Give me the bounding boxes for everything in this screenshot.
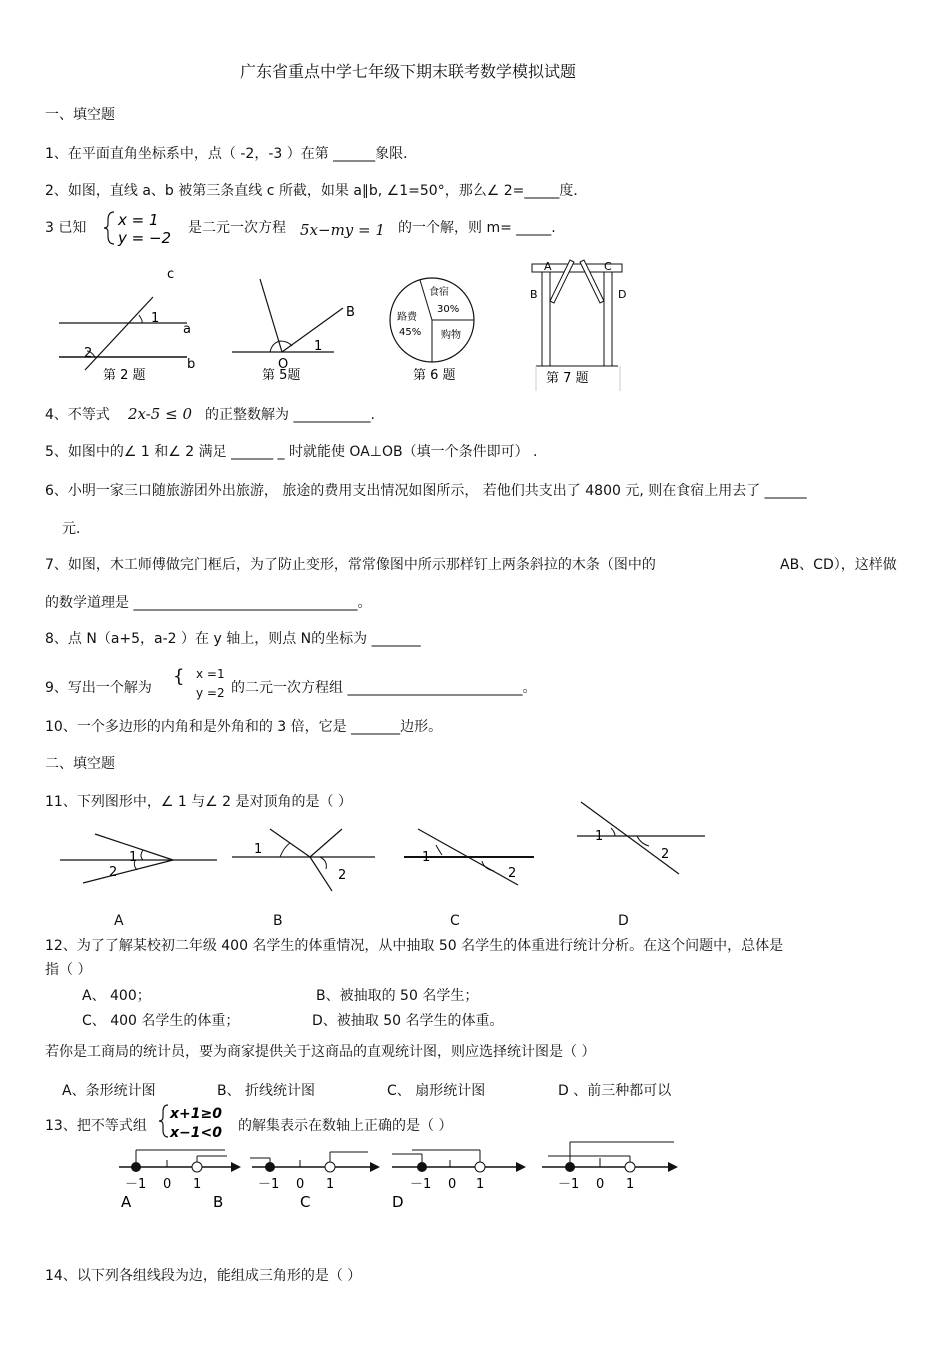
fig6-food-pct: 30% — [437, 304, 460, 315]
q11C-angle-1: 1 — [422, 850, 431, 865]
question-7-line-1-end: AB、CD），这样做 — [780, 557, 897, 573]
q12-option-A: A、 400； — [82, 988, 151, 1004]
q13A-tick-1: 1 — [193, 1177, 202, 1192]
q11B-angle-1: 1 — [254, 842, 263, 857]
q11-figure-A — [55, 830, 225, 890]
question-2: 2、如图，直线 a、b 被第三条直线 c 所截，如果 a∥b, ∠1=50°，那么∠ 2=_____度． — [45, 183, 588, 199]
q11-option-A: A — [114, 913, 124, 929]
q11-figure-B — [230, 825, 380, 895]
q13-numberline-C — [388, 1140, 533, 1212]
q13-option-D: D — [392, 1193, 404, 1211]
q13-numberline-A — [115, 1140, 245, 1212]
q11-option-B: B — [273, 913, 283, 929]
q11C-angle-2: 2 — [508, 866, 517, 881]
figure-q6-pie — [385, 272, 485, 387]
question-8: 8、点 N（a+5，a-2 ）在 y 轴上，则点 N的坐标为 _______ — [45, 631, 421, 647]
q9-system-line-2: y =2 — [196, 686, 225, 700]
q13D-tick-0: 0 — [596, 1177, 605, 1192]
q3-equation-system — [104, 208, 184, 248]
q3-system-line-1: x = 1 — [118, 211, 159, 229]
q11A-angle-2: 2 — [109, 865, 118, 880]
stat-option-B: B、 折线统计图 — [217, 1083, 316, 1099]
fig5-label-O: O — [278, 357, 289, 372]
fig7-label-D: D — [618, 288, 627, 301]
q13D-tick-m1: －1 — [558, 1177, 580, 1192]
question-14: 14、以下列各组线段为边，能组成三角形的是（ ） — [45, 1268, 362, 1284]
q3-equation: 5x−my = 1 — [300, 221, 385, 239]
fig6-shop-label: 购物 — [441, 330, 461, 341]
question-13-suffix: 的解集表示在数轴上正确的是（ ） — [238, 1118, 453, 1134]
question-4-suffix: 的正整数解为 ___________. — [205, 407, 375, 423]
section-heading-2: 二、填空题 — [45, 756, 115, 772]
q13B-tick-0: 0 — [296, 1177, 305, 1192]
question-7-line-2: 的数学道理是 ________________________________。 — [45, 595, 372, 611]
section-heading-1: 一、填空题 — [45, 107, 115, 123]
q12-option-D: D、被抽取 50 名学生的体重。 — [312, 1013, 504, 1029]
question-13-prefix: 13、把不等式组 — [45, 1118, 147, 1134]
question-11: 11、下列图形中，∠ 1 与∠ 2 是对顶角的是（ ） — [45, 794, 352, 810]
question-12-line-1: 12、为了了解某校初二年级 400 名学生的体重情况，从中抽取 50 名学生的体重进行统计分析。在这个问题中，总体是 — [45, 938, 784, 954]
question-5: 5、如图中的∠ 1 和∠ 2 满足 ______ _ 时就能使 OA⊥OB（填一个条件即可） . — [45, 444, 538, 460]
q11-figure-D — [575, 798, 715, 878]
question-stat: 若你是工商局的统计员，要为商家提供关于这商品的直观统计图，则应选择统计图是（ ） — [45, 1044, 596, 1060]
q13-option-A: A — [121, 1193, 132, 1211]
fig6-food-label: 食宿 — [429, 287, 449, 298]
fig2-caption: 第 2 题 — [103, 368, 146, 383]
q11D-angle-1: 1 — [595, 829, 604, 844]
q4-inequality: 2x-5 ≤ 0 — [128, 405, 192, 423]
q11-figure-C — [402, 825, 542, 890]
fig7-label-C: C — [604, 260, 612, 273]
q11D-angle-2: 2 — [661, 847, 670, 862]
fig2-label-b: b — [187, 357, 196, 372]
question-3-mid: 是二元一次方程 — [188, 220, 286, 236]
figure-q5 — [230, 275, 360, 385]
fig5-label-B: B — [346, 305, 355, 320]
q11-option-D: D — [618, 913, 629, 929]
q13-numberline-B — [248, 1140, 388, 1212]
q13C-tick-0: 0 — [448, 1177, 457, 1192]
q11B-angle-2: 2 — [338, 868, 347, 883]
fig6-travel-pct: 45% — [399, 327, 422, 338]
fig6-caption: 第 6 题 — [413, 368, 456, 383]
question-10: 10、一个多边形的内角和是外角和的 3 倍，它是 _______边形。 — [45, 719, 443, 735]
question-12-line-2: 指（ ） — [45, 962, 92, 978]
q11A-angle-1: 1 — [129, 850, 138, 865]
q11-option-C: C — [450, 913, 460, 929]
q13B-tick-1: 1 — [326, 1177, 335, 1192]
fig5-caption: 第 5题 — [262, 368, 301, 383]
fig7-label-B: B — [530, 288, 538, 301]
question-9-prefix: 9、写出一个解为 — [45, 680, 152, 696]
fig7-label-A: A — [544, 260, 552, 273]
fig6-travel-label: 路费 — [397, 312, 417, 323]
q13B-tick-m1: －1 — [258, 1177, 280, 1192]
q9-brace: { — [173, 666, 185, 687]
q3-system-line-2: y = −2 — [118, 229, 172, 247]
q13-system-line-2: x−1<0 — [170, 1125, 222, 1141]
question-6-line-2: 元． — [62, 521, 90, 537]
question-3-suffix: 的一个解，则 m= _____. — [398, 220, 556, 236]
q13A-tick-0: 0 — [163, 1177, 172, 1192]
q13C-tick-1: 1 — [476, 1177, 485, 1192]
fig2-label-a: a — [183, 322, 191, 337]
q13D-tick-1: 1 — [626, 1177, 635, 1192]
q12-option-C: C、 400 名学生的体重； — [82, 1013, 240, 1029]
q13-numberline-D — [538, 1136, 683, 1196]
question-9-suffix: 的二元一次方程组 _________________________。 — [231, 680, 537, 696]
stat-option-A: A、条形统计图 — [62, 1083, 156, 1099]
fig2-angle-1: 1 — [151, 311, 160, 326]
q12-option-B: B、被抽取的 50 名学生； — [316, 988, 479, 1004]
question-3-prefix: 3 已知 — [45, 220, 87, 236]
q13-option-C: C — [300, 1193, 311, 1211]
stat-option-D: D 、前三种都可以 — [558, 1083, 672, 1099]
question-7-line-1: 7、如图，木工师傅做完门框后，为了防止变形，常常像图中所示那样钉上两条斜拉的木条（图中的 — [45, 557, 656, 573]
fig7-caption: 第 7 题 — [546, 371, 589, 386]
page-title: 广东省重点中学七年级下期末联考数学模拟试题 — [240, 62, 577, 81]
question-1: 1、在平面直角坐标系中，点（ -2，-3 ）在第 ______象限． — [45, 146, 418, 162]
q13-system-line-1: x+1≥0 — [170, 1106, 222, 1122]
q13C-tick-m1: －1 — [410, 1177, 432, 1192]
q13-inequality-system — [158, 1102, 238, 1142]
fig2-angle-2: 2 — [84, 346, 93, 361]
q13A-tick-m1: －1 — [125, 1177, 147, 1192]
figure-q7-door-frame — [528, 256, 638, 391]
q13-option-B: B — [213, 1193, 224, 1211]
figure-q2 — [55, 265, 215, 385]
question-4-prefix: 4、不等式 — [45, 407, 110, 423]
fig2-label-c: c — [167, 267, 175, 282]
fig5-angle-1: 1 — [314, 339, 323, 354]
q9-system-line-1: x =1 — [196, 667, 225, 681]
question-6-line-1: 6、小明一家三口随旅游团外出旅游， 旅途的费用支出情况如图所示， 若他们共支出了 4800 元, 则在食宿上用去了 ______ — [45, 483, 807, 499]
stat-option-C: C、 扇形统计图 — [387, 1083, 486, 1099]
